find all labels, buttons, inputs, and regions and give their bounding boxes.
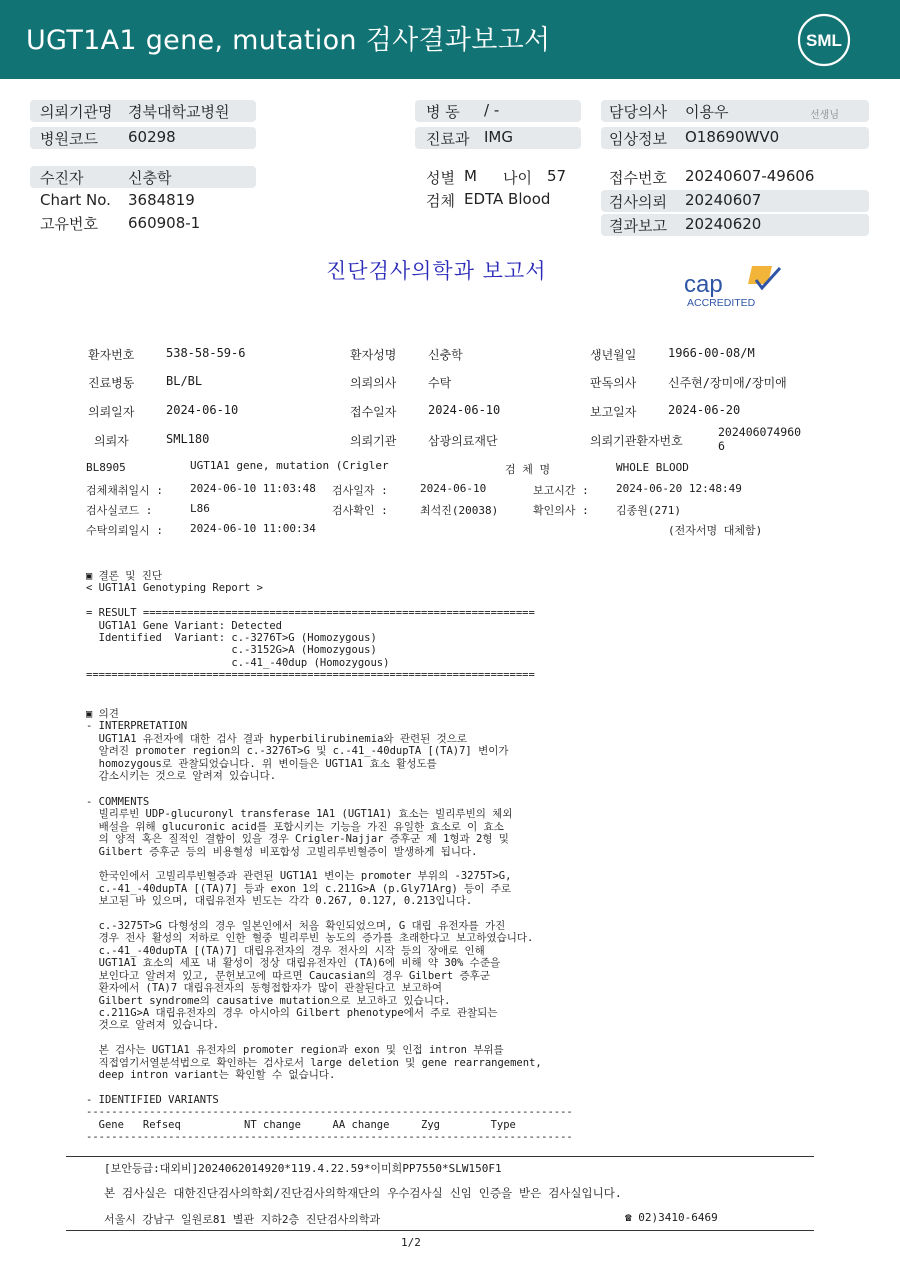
doctor-suffix: 선생님: [810, 110, 839, 121]
rpt-test-date-label: 검사일자 :: [332, 484, 388, 497]
rpt-confirm-label: 확인의사 :: [533, 504, 589, 517]
header-band: [0, 0, 900, 79]
rpt-esign: (전자서명 대체함): [668, 524, 763, 537]
rpt-dob: 1966-00-08/M: [668, 346, 755, 360]
rpt-ward: BL/BL: [166, 374, 203, 388]
dept-value: IMG: [484, 128, 513, 146]
rpt-name-label: 환자성명: [350, 348, 397, 362]
comments-block: - COMMENTS 빌리루빈 UDP-glucuronyl transferase 1A1 (UGT1A1) 효소는 빌리루빈의 체외 배설을 위해 glucuronic acid를 포합시키는 기능을 가진 유일한 효소로 이 효소 의 양적 혹은 질적인 결함이 있을 경우 Crigler-Najjar 증후군 제 1형과 2형 및 Gilbert 증후군 등의 비용혈성 비포합성 고빌리루빈혈증이 발생하게 됩니다. 한국인에서 고빌리루빈혈증과 관련된 UGT1A1 변이는 promoter 부위의 -3275T>G, c.-41_-40dupTA [(TA)7] 등과 exon 1의 c.211G>A (p.Gly71Arg) 등이 주로 보고된 바 있으며, 대립유전자 빈도는 각각 0.267, 0.127, 0.213입니다. c.-3275T>G 다형성의 경우 일본인에서 처음 확인되었으며, G 대립 유전자를 가진 경우 전사 활성의 저하로 인한 혈중 빌리루빈 농도의 증가를 초래한다고 보고하였습니다. c.-41_-40dupTA [(TA)7] 대립유전자의 경우 전사의 시작 등의 장애로 인해 UGT1A1 효소의 세포 내 활성이 정상 대립유전자인 (TA)6에 비해 약 30% 수준을 보인다고 알려져 있고, 문헌보고에 따르면 Caucasian의 경우 Gilbert 증후군 환자에서 (TA)7 대립유전자의 동형접합자가 많이 관찰된다고 보고하여 Gilbert syndrome의 causative mutation으로 보고하고 있습니다. c.211G>A 대립유전자의 경우 아시아의 Gilbert phenotype에서 주로 관찰되는 것으로 알려져 있습니다. 본 검사는 UGT1A1 유전자의 promoter region과 exon 및 인접 intron 부위를 직접염기서열분석법으로 확인하는 검사로서 large deletion 및 gene rearrangement, deep intron variant는 확인할 수 없습니다.: [86, 796, 542, 1081]
hosp-code-label: 병원코드: [40, 130, 98, 148]
rpt-room-label: 검사실코드 :: [86, 504, 153, 517]
rpt-test-code: BL8905: [86, 461, 126, 474]
cap-text: cap: [684, 271, 723, 298]
rpt-inst-pt-label: 의뢰기관환자번호: [590, 434, 683, 448]
rpt-verify-label: 검사확인 :: [332, 504, 388, 517]
specimen-label: 검체: [426, 192, 455, 210]
rpt-report-time-label: 보고시간 :: [533, 484, 589, 497]
rpt-recv-label: 수탁의뢰일시 :: [86, 524, 164, 537]
rpt-read-doc-label: 판독의사: [590, 376, 637, 390]
rpt-req-doc: 수탁: [428, 376, 452, 390]
rpt-req-date-label: 의뢰일자: [88, 405, 135, 419]
clinical-label: 임상정보: [609, 130, 667, 148]
request-label: 검사의뢰: [609, 193, 667, 211]
patient-label: 수진자: [40, 169, 84, 187]
chart-label: Chart No.: [40, 191, 111, 209]
ward-value: / -: [484, 101, 500, 119]
cap-subtext: ACCREDITED: [687, 297, 756, 309]
patient-value: 신충학: [128, 169, 172, 187]
req-org-label: 의뢰기관명: [40, 103, 113, 121]
request-value: 20240607: [685, 191, 762, 209]
rpt-rcv-date-label: 접수일자: [350, 405, 397, 419]
footer-rule-bottom: [66, 1230, 814, 1231]
footer-rule-top: [66, 1156, 814, 1157]
doctor-label: 담당의사: [609, 103, 667, 121]
receipt-label: 접수번호: [609, 169, 667, 187]
rpt-req-inst-label: 의뢰기관: [350, 434, 397, 448]
rpt-rpt-date: 2024-06-20: [668, 403, 741, 417]
clinical-value: O18690WV0: [685, 128, 780, 146]
hosp-code-value: 60298: [128, 128, 176, 146]
rpt-verify: 최석진(20038): [420, 504, 499, 517]
rpt-inst-pt-1: 202406074960: [718, 425, 802, 439]
report-title: 진단검사의학과 보고서: [326, 259, 547, 283]
rpt-recv: 2024-06-10 11:00:34: [190, 522, 316, 535]
rpt-confirm: 김종원(271): [616, 504, 681, 517]
result-block: ▣ 결론 및 진단 < UGT1A1 Genotyping Report > = RESULT ============================================================== UGT1A1 Gene Variant: Detected Identified Variant: c.-3276T>G (Homozygous) c.-3152G>A (Homozygous) c.-41_-40dup (Homozygous) =======================================================================: [86, 570, 535, 682]
page-number: 1/2: [401, 1236, 421, 1249]
sex-label: 성별: [426, 169, 455, 187]
specimen-value: EDTA Blood: [464, 190, 551, 208]
rpt-req-inst: 삼광의료재단: [428, 434, 498, 448]
ward-label: 병 동: [426, 103, 460, 121]
rpt-requester-label: 의뢰자: [94, 434, 129, 448]
footer-certification: 본 검사실은 대한진단검사의학회/진단검사의학재단의 우수검사실 신임 인증을 받은 검사실입니다.: [104, 1186, 622, 1200]
uid-value: 660908-1: [128, 214, 201, 232]
rpt-read-doc: 신주현/장미애/장미애: [668, 376, 787, 390]
rpt-specimen-label: 검 체 명: [505, 463, 551, 476]
age-value: 57: [547, 167, 567, 185]
age-label: 나이: [503, 169, 532, 187]
rpt-collect: 2024-06-10 11:03:48: [190, 482, 316, 495]
footer-phone: ☎ 02)3410-6469: [625, 1211, 718, 1224]
cap-accredited-logo: [682, 262, 792, 312]
chart-value: 3684819: [128, 191, 195, 209]
rpt-dob-label: 생년월일: [590, 348, 637, 362]
dept-label: 진료과: [426, 130, 470, 148]
doctor-value: 이용우: [685, 103, 729, 121]
logo-text: SML: [806, 31, 842, 50]
rpt-test-name: UGT1A1 gene, mutation (Crigler: [190, 459, 389, 472]
identified-variants-block: - IDENTIFIED VARIANTS ----------------------------------------------------------------------------- Gene Refseq NT change AA change Zyg Type -----------------------------------------------------------------------------: [86, 1094, 573, 1144]
req-org-value: 경북대학교병원: [128, 103, 230, 121]
result-label: 결과보고: [609, 217, 667, 235]
rpt-requester: SML180: [166, 432, 210, 446]
uid-label: 고유번호: [40, 215, 98, 233]
rpt-specimen: WHOLE BLOOD: [616, 461, 689, 474]
rpt-req-doc-label: 의뢰의사: [350, 376, 397, 390]
rpt-collect-label: 검체채취일시 :: [86, 484, 164, 497]
rpt-ward-label: 진료병동: [88, 376, 135, 390]
sex-value: M: [464, 167, 477, 185]
rpt-report-time: 2024-06-20 12:48:49: [616, 482, 742, 495]
rpt-patient-no-label: 환자번호: [88, 348, 135, 362]
rpt-inst-pt-2: 6: [718, 439, 725, 453]
rpt-req-date: 2024-06-10: [166, 403, 239, 417]
page-title: UGT1A1 gene, mutation 검사결과보고서: [26, 25, 551, 56]
rpt-name: 신충학: [428, 348, 463, 362]
receipt-value: 20240607-49606: [685, 167, 815, 185]
rpt-patient-no: 538-58-59-6: [166, 346, 246, 360]
rpt-rpt-date-label: 보고일자: [590, 405, 637, 419]
result-value: 20240620: [685, 215, 762, 233]
rpt-rcv-date: 2024-06-10: [428, 403, 501, 417]
rpt-room: L86: [190, 502, 210, 515]
sml-logo: [796, 12, 852, 68]
rpt-test-date: 2024-06-10: [420, 482, 487, 495]
footer-security: [보안등급:대외비]2024062014920*119.4.22.59*이미희PP7550*SLW150F1: [104, 1162, 502, 1175]
footer-address: 서울시 강남구 일원로81 별관 지하2층 진단검사의학과: [104, 1213, 381, 1226]
interpretation-block: ▣ 의견 - INTERPRETATION UGT1A1 유전자에 대한 검사 결과 hyperbilirubinemia와 관련된 것으로 알려진 promoter region의 c.-3276T>G 및 c.-41_-40dupTA [(TA)7] 변이가 homozygous로 관찰되었습니다. 위 변이들은 UGT1A1 효소 활성도를 감소시키는 것으로 알려져 있습니다.: [86, 708, 509, 783]
